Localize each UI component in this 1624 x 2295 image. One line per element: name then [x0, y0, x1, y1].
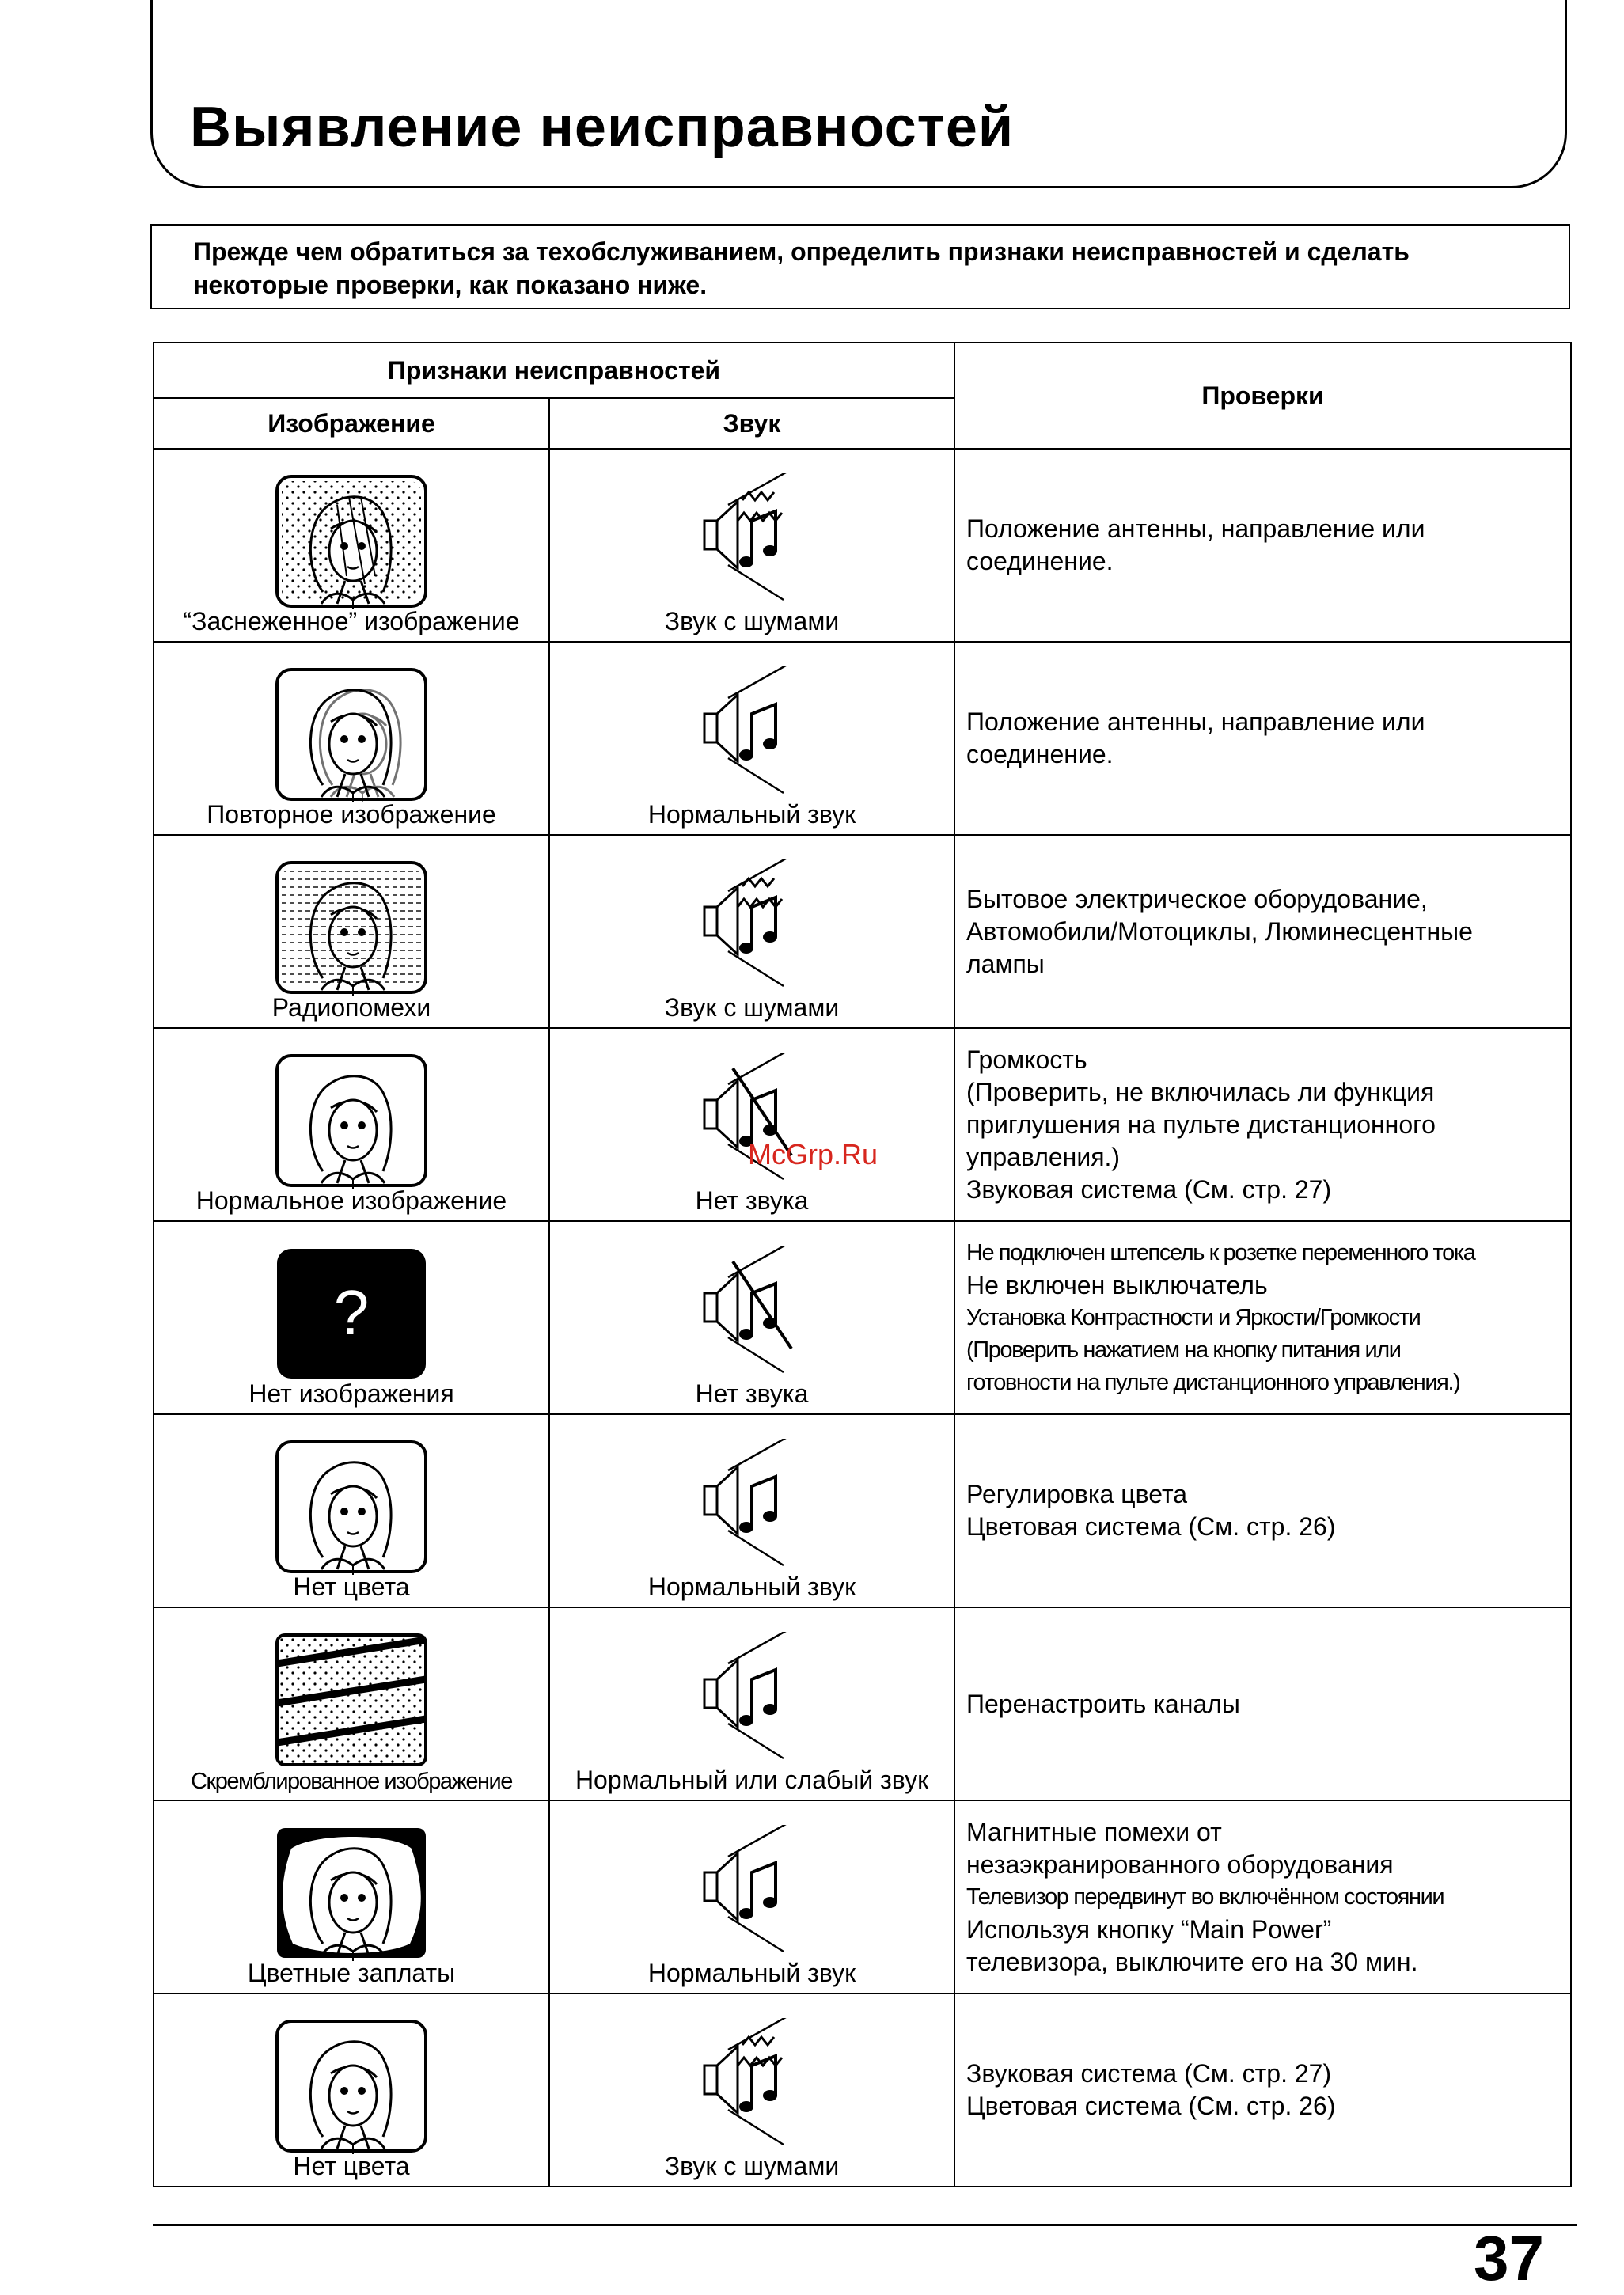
- table-row: [154, 835, 1571, 1028]
- checks-cell: [954, 835, 1571, 1028]
- troubleshooting-table: [153, 342, 1572, 2187]
- checks-cell: [954, 1221, 1571, 1414]
- table-row: [154, 1414, 1571, 1607]
- sound-caption: Нормальный звук: [647, 1959, 856, 1987]
- image-caption: Цветные заплаты: [247, 1959, 456, 1987]
- image-cell: [154, 1414, 549, 1607]
- check-line: Цветовая система (См. стр. 26): [966, 2092, 1336, 2120]
- image-cell: [154, 1800, 549, 1993]
- table-row: [154, 1800, 1571, 1993]
- table-row: [154, 1028, 1571, 1221]
- image-cell: [154, 835, 549, 1028]
- scrambled-picture-icon: [274, 1632, 429, 1768]
- table-row: [154, 1607, 1571, 1800]
- noisy-sound-icon: [696, 859, 807, 994]
- sound-cell: [549, 1414, 954, 1607]
- check-line: Цветовая система (См. стр. 26): [966, 1512, 1336, 1541]
- sound-cell: [549, 1800, 954, 1993]
- sound-cell: [549, 1607, 954, 1800]
- weak-sound-icon: [696, 1632, 807, 1766]
- check-line: Установка Контрастности и Яркости/Громкости: [966, 1304, 1421, 1330]
- image-caption: Радиопомехи: [271, 993, 431, 1022]
- check-line: Регулировка цвета: [966, 1480, 1188, 1508]
- sound-caption: Нормальный звук: [647, 1572, 856, 1601]
- check-line: незаэкранированного оборудования: [966, 1849, 1394, 1879]
- image-caption: “Заснеженное” изображение: [183, 607, 520, 635]
- image-cell: [154, 1221, 549, 1414]
- image-cell: [154, 1993, 549, 2187]
- image-cell: [154, 1028, 549, 1221]
- image-caption: Нет цвета: [293, 2152, 410, 2180]
- table-row: [154, 1993, 1571, 2187]
- image-cell: [154, 1607, 549, 1800]
- image-cell: [154, 449, 549, 642]
- normal-sound-icon: [696, 1825, 807, 1959]
- intro-line-1: Прежде чем обратиться за техобслуживанием, определить признаки неисправностей и сделать: [193, 237, 1410, 266]
- sound-cell: [549, 449, 954, 642]
- checks-cell: [954, 1028, 1571, 1221]
- check-line: (Проверить нажатием на кнопку питания или: [966, 1337, 1401, 1363]
- check-line: Телевизор передвинут во включённом состоянии: [966, 1883, 1444, 1910]
- check-line: телевизора, выключите его на 30 мин.: [966, 1947, 1418, 1976]
- check-line: Не подключен штепсель к розетке переменного тока: [966, 1239, 1475, 1265]
- no-color-picture-icon: [274, 1439, 429, 1575]
- check-line: Звуковая система (См. стр. 27): [966, 1174, 1332, 1204]
- header-checks: Проверки: [954, 343, 1571, 449]
- question-mark: ?: [333, 1277, 370, 1348]
- check-line: Перенастроить каналы: [966, 1689, 1240, 1718]
- check-line: соединение.: [966, 740, 1114, 768]
- no-picture-icon: [274, 1246, 429, 1382]
- image-caption: Нормальное изображение: [195, 1186, 507, 1215]
- checks-cell: [954, 1607, 1571, 1800]
- check-line: Звуковая система (См. стр. 27): [966, 2059, 1332, 2088]
- checks-cell: [954, 1993, 1571, 2187]
- table-row: [154, 449, 1571, 642]
- sound-caption: Нет звука: [695, 1186, 809, 1215]
- intro-box: [150, 224, 1570, 309]
- check-line: готовности на пульте дистанционного управления.): [966, 1369, 1460, 1395]
- image-caption: Нет цвета: [293, 1572, 410, 1601]
- no-color-picture-icon: [274, 2018, 429, 2154]
- check-line: соединение.: [966, 547, 1114, 575]
- image-caption: Повторное изображение: [207, 800, 496, 829]
- sound-caption: Нормальный или слабый звук: [575, 1766, 929, 1794]
- check-line: Не включен выключатель: [966, 1270, 1268, 1299]
- page-title: Выявление неисправностей: [190, 96, 1015, 159]
- sound-caption: Звук с шумами: [664, 2152, 840, 2180]
- check-line: (Проверить, не включилась ли функция: [966, 1077, 1435, 1106]
- page-number: 37: [1474, 2223, 1544, 2293]
- interference-picture-icon: [274, 859, 429, 996]
- watermark: McGrp.Ru: [748, 1138, 878, 1170]
- table-row: [154, 1221, 1571, 1414]
- check-line: Положение антенны, направление или: [966, 707, 1425, 736]
- check-line: Магнитные помехи от: [966, 1817, 1222, 1846]
- sound-caption: Звук с шумами: [664, 607, 840, 635]
- checks-cell: [954, 1414, 1571, 1607]
- check-line: Автомобили/Мотоциклы, Люминесцентные: [966, 916, 1473, 946]
- checks-cell: [954, 449, 1571, 642]
- check-line: Громкость: [966, 1045, 1087, 1074]
- ghost-picture-icon: [274, 666, 429, 802]
- normal-sound-icon: [696, 1439, 807, 1573]
- check-line: управления.): [966, 1142, 1121, 1171]
- footer-rule: [153, 2224, 1577, 2226]
- sound-caption: Нет звука: [695, 1379, 809, 1408]
- normal-picture-icon: [274, 1053, 429, 1189]
- header-image: Изображение: [154, 398, 549, 449]
- checks-cell: [954, 1800, 1571, 1993]
- noisy-sound-icon: [696, 2018, 807, 2153]
- sound-cell: [549, 835, 954, 1028]
- sound-cell: [549, 1028, 954, 1221]
- intro-line-2: некоторые проверки, как показано ниже.: [193, 271, 708, 299]
- check-line: Используя кнопку “Main Power”: [966, 1914, 1332, 1944]
- title-frame: [150, 0, 1567, 188]
- sound-cell: [549, 1221, 954, 1414]
- header-sound: Звук: [549, 398, 954, 449]
- image-cell: [154, 642, 549, 835]
- normal-sound-icon: [696, 666, 807, 801]
- noisy-sound-icon: [696, 473, 807, 608]
- snowy-picture-icon: [274, 473, 429, 609]
- check-line: Положение антенны, направление или: [966, 514, 1425, 543]
- image-caption: Нет изображения: [249, 1379, 454, 1408]
- table-row: [154, 642, 1571, 835]
- check-line: Бытовое электрическое оборудование,: [966, 884, 1428, 913]
- sound-caption: Звук с шумами: [664, 993, 840, 1022]
- header-symptoms: Признаки неисправностей: [154, 343, 954, 398]
- check-line: лампы: [966, 949, 1045, 978]
- no-sound-icon: [696, 1246, 807, 1380]
- color-patches-picture-icon: [274, 1825, 429, 1961]
- check-line: приглушения на пульте дистанционного: [966, 1110, 1436, 1139]
- sound-cell: [549, 642, 954, 835]
- sound-cell: [549, 1993, 954, 2187]
- checks-cell: [954, 642, 1571, 835]
- image-caption: Скремблированное изображение: [191, 1769, 512, 1794]
- sound-caption: Нормальный звук: [647, 800, 856, 829]
